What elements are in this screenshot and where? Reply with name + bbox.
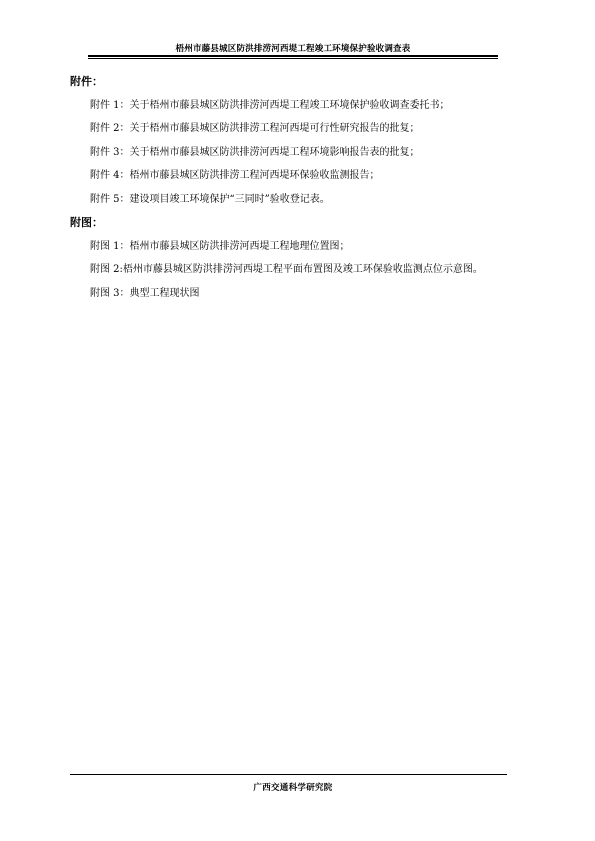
document-body <box>70 70 522 305</box>
attachments-heading: 附件： <box>70 75 103 88</box>
page-header-title: 梧州市藤县城区防洪排涝河西堤工程竣工环境保护验收调查表 <box>175 44 411 54</box>
figure-item-3: 附图 3：典型工程现状图 <box>90 287 200 299</box>
footer-rule <box>70 774 507 775</box>
footer-organization: 广西交通科学研究院 <box>253 783 333 793</box>
figure-item-1: 附图 1：梧州市藤县城区防洪排涝河西堤工程地理位置图； <box>90 240 350 252</box>
figures-heading: 附图： <box>70 216 103 229</box>
attachment-item-4: 附件 4：梧州市藤县城区防洪排涝工程河西堤环保验收监测报告； <box>90 170 380 181</box>
header-rule-thick <box>88 55 498 57</box>
header-rule-thin <box>88 58 498 59</box>
attachment-item-1: 附件 1：关于梧州市藤县城区防洪排涝河西堤工程竣工环境保护验收调查委托书； <box>90 99 450 111</box>
attachment-item-5: 附件 5：建设项目竣工环境保护“三同时”验收登记表。 <box>90 193 330 205</box>
figure-item-2: 附图 2:梧州市藤县城区防洪排涝河西堤工程平面布置图及竣工环保验收监测点位示意图。 <box>90 264 483 275</box>
attachment-item-2: 附件 2：关于梧州市藤县城区防洪排涝工程河西堤可行性研究报告的批复； <box>90 123 420 134</box>
attachment-item-3: 附件 3：关于梧州市藤县城区防洪排涝河西堤工程环境影响报告表的批复； <box>90 146 420 158</box>
